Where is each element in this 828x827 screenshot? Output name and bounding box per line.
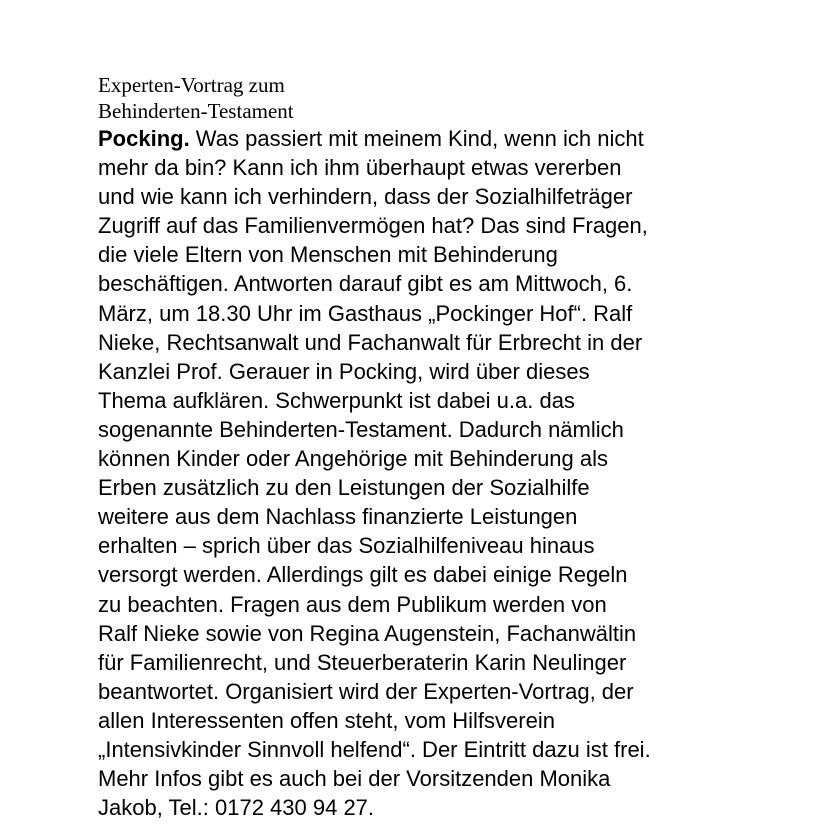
body-line: allen Interessenten offen steht, vom Hilfsverein <box>98 707 555 733</box>
body-line: sogenannte Behinderten-Testament. Dadurch nämlich <box>98 416 624 442</box>
article <box>98 72 738 822</box>
body-line: erhalten – sprich über das Sozialhilfeniveau hinaus <box>98 533 595 559</box>
body-line: versorgt werden. Allerdings gilt es dabei einige Regeln <box>98 562 628 588</box>
body-line: Thema aufklären. Schwerpunkt ist dabei u.a. das <box>98 387 575 413</box>
body-line: Erben zusätzlich zu den Leistungen der Sozialhilfe <box>98 475 590 501</box>
body-text: Was passiert mit meinem Kind, wenn ich nicht <box>189 126 644 151</box>
body-line: Nieke, Rechtsanwalt und Fachanwalt für Erbrecht in der <box>98 329 643 355</box>
body-line: beantwortet. Organisiert wird der Experten-Vortrag, der <box>98 678 634 704</box>
dateline: Pocking. <box>98 126 190 151</box>
body-line: mehr da bin? Kann ich ihm überhaupt etwas vererben <box>98 155 622 181</box>
headline-line: Behinderten-Testament <box>98 99 294 123</box>
body-line: Ralf Nieke sowie von Regina Augenstein, Fachanwältin <box>98 620 637 646</box>
body-line: die viele Eltern von Menschen mit Behinderung <box>98 242 558 268</box>
body-line <box>98 124 738 153</box>
body-line: weitere aus dem Nachlass finanzierte Leistungen <box>98 504 578 530</box>
body-line: Kanzlei Prof. Gerauer in Pocking, wird über dieses <box>98 358 590 384</box>
body-line: Jakob, Tel.: 0172 430 94 27. <box>98 795 375 821</box>
body-line: Zugriff auf das Familienvermögen hat? Das sind Fragen, <box>98 213 648 239</box>
article-body <box>98 124 738 822</box>
body-line: und wie kann ich verhindern, dass der Sozialhilfeträger <box>98 184 633 210</box>
body-line: März, um 18.30 Uhr im Gasthaus „Pockinger Hof“. Ralf <box>98 300 633 326</box>
body-line: für Familienrecht, und Steuerberaterin Karin Neulinger <box>98 649 627 675</box>
body-line: beschäftigen. Antworten darauf gibt es am Mittwoch, 6. <box>98 271 633 297</box>
body-line: „Intensivkinder Sinnvoll helfend“. Der Eintritt dazu ist frei. <box>98 736 651 762</box>
headline <box>98 72 738 124</box>
headline-line: Experten-Vortrag zum <box>98 73 285 97</box>
body-line: Mehr Infos gibt es auch bei der Vorsitzenden Monika <box>98 766 611 792</box>
body-line: können Kinder oder Angehörige mit Behinderung als <box>98 446 609 472</box>
body-line: zu beachten. Fragen aus dem Publikum werden von <box>98 591 607 617</box>
